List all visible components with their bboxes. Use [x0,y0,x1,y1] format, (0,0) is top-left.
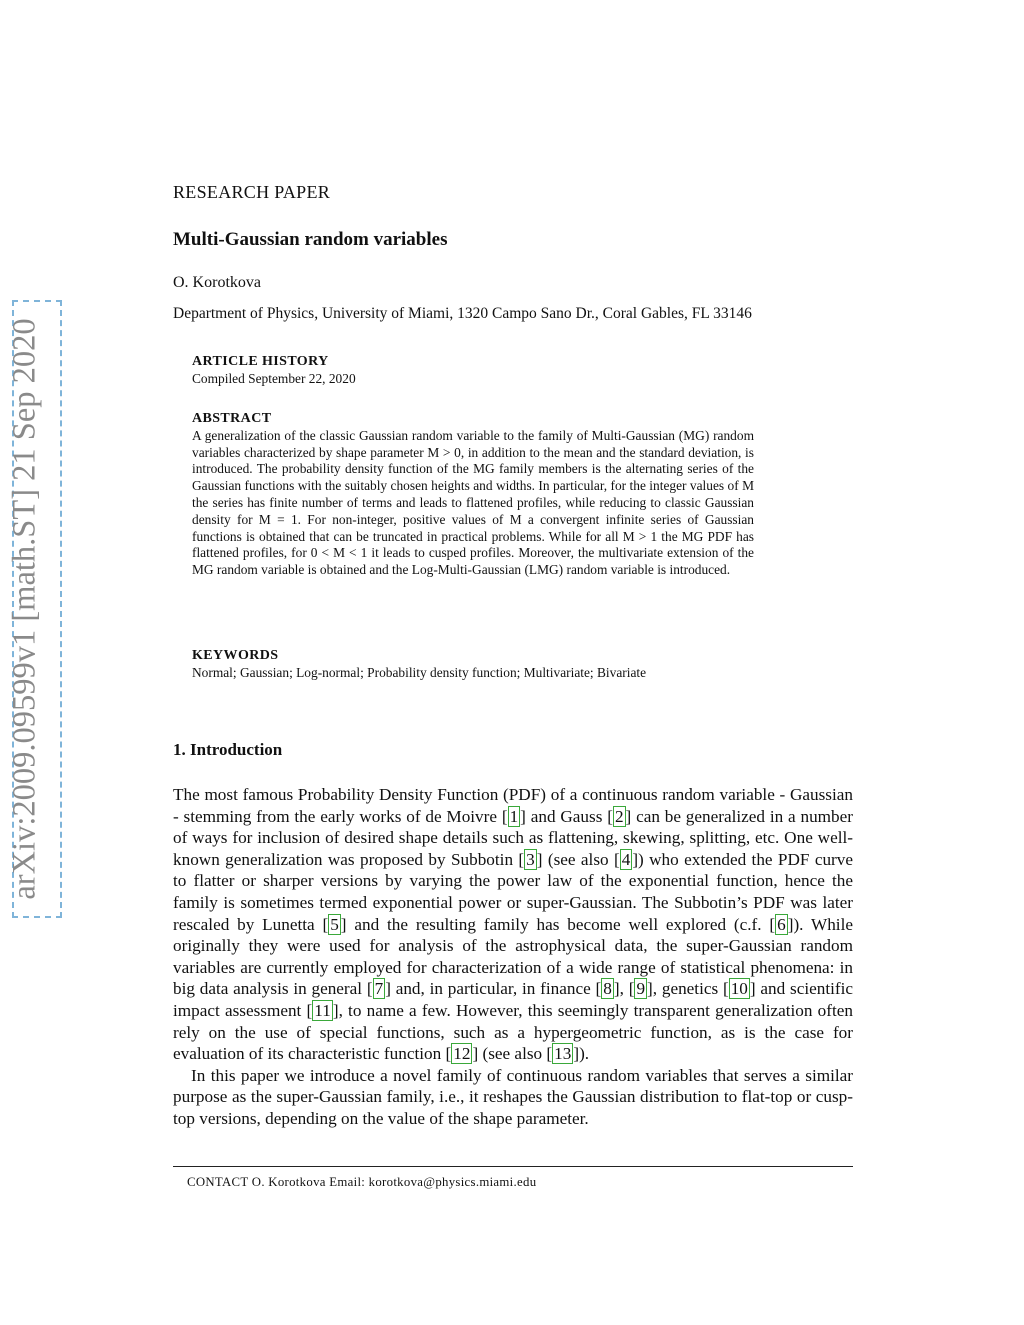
text-segment: , genetics [652,979,723,999]
text-segment: and Gauss [525,806,608,826]
keywords-text: Normal; Gaussian; Log-normal; Probability density function; Multivariate; Bivariate [192,664,647,680]
paper-title: Multi-Gaussian random variables [173,229,448,250]
article-history-heading: ARTICLE HISTORY [192,354,329,369]
text-segment: , [619,979,629,999]
arxiv-stamp: arXiv:2009.09599v1 [math.ST] 21 Sep 2020 [6,318,43,900]
contact-footnote: CONTACT O. Korotkova Email: korotkova@physics.miami.edu [187,1175,537,1189]
citation-link-8[interactable]: 8 [603,979,612,999]
text-segment: ). [579,1044,590,1064]
citation-link-4[interactable]: 4 [621,849,631,869]
keywords [192,648,754,682]
citation-link-9[interactable]: 9 [636,979,646,999]
citation-link-11[interactable]: 11 [314,1000,331,1020]
text-segment: The most famous Probability Density Function (PDF) of a continuous random variable - Gaussian - stemming from the early works of de Moivre [173,785,853,826]
citation-link-7[interactable]: 7 [374,979,384,999]
citation-link-10[interactable]: 10 [730,979,748,999]
text-segment: ). While originally they were used for analysis of the astrophysical data, the super-Gaussian random variables are currently employed for characterization of a wide range of statistical phenomena: in big data analysis in general [173,914,853,999]
section-title: Introduction [190,740,283,759]
text-segment: can be generalized in a number of ways for inclusion of desired shape details such as flattening, skewing, splitting, etc. One well-known generalization was proposed by Subbotin [173,806,853,869]
paragraph-2: In this paper we introduce a novel family of continuous random variables that serves a similar purpose as the super-Gaussian family, i.e., it reshapes the Gaussian distribution to flat-top or cusp-top versions, depending on the value of the shape parameter. [173,1065,853,1128]
text-segment: , to name a few. However, this seemingly transparent generalization often rely on the use of special functions, such as a hypergeometric function, as is the case for evaluation of its characteristic function [173,1000,853,1064]
compiled-date: Compiled September 22, 2020 [192,370,356,386]
section-heading [173,740,282,760]
article-history [192,354,754,388]
citation-link-12[interactable]: 12 [453,1044,471,1064]
citation-link-1[interactable]: 1 [509,806,519,826]
footnote-rule [173,1166,853,1167]
keywords-heading: KEYWORDS [192,648,279,663]
paragraph-1: The most famous Probability Density Function (PDF) of a continuous random variable - Gaussian - stemming from the early works of de Moivre [ 1 ] and Gauss [ 2 ] can be generalized in a number of ways for inclusion of desired shape details such as flattening, skewing, splitting, etc. One well-known generalization was proposed by Subbotin [ 3 ] (see also [ 4 ]) who extended the PDF curve to flatter or sharper versions by varying the power law of the exponential function, hence the family is sometimes termed exponential power or super-Gaussian. The Subbotin’s PDF was later rescaled by Lunetta [ 5 ] and the resulting family has become well explored (c.f. [ 6 ]). While originally they were used for analysis of the astrophysical data, the super-Gaussian random variables are currently employed for characterization of a wide range of statistical phenomena: in big data analysis in general [ 7 ] and, in particular, in finance [ 8 ], [ 9 ], genetics [ 10 ] and scientific impact assessment [ 11 ], to name a few. However, this seemingly transparent generalization often rely on the use of special functions, such as a hypergeometric function, as is the case for evaluation of its characteristic function [ 12 ] (see also [ 13 ]). [173,785,854,1064]
paper-type: RESEARCH PAPER [173,182,331,202]
abstract-heading: ABSTRACT [192,411,272,426]
abstract-text: A generalization of the classic Gaussian random variable to the family of Multi-Gaussian (MG) random variables characterized by shape parameter M > 0, in addition to the mean and the standard deviation, is introduced. The probability density function of the MG family members is the alternating series of the Gaussian functions with the suitably chosen heights and widths. In particular, for the integer values of M the series has finite number of terms and leads to flattened profiles, while reducing to classic Gaussian density for M = 1. For non-integer, positive values of M a convergent infinite series of Gaussian functions is obtained that can be truncated in practical problems. While for all M > 1 the MG PDF has flattened profiles, for 0 < M < 1 it leads to cusped profiles. Moreover, the multivariate extension of the MG random variable is obtained and the Log-Multi-Gaussian (LMG) random variable is introduced. [192,427,754,578]
text-segment: and scientific impact assessment [173,979,854,1020]
affiliation: Department of Physics, University of Miami, 1320 Campo Sano Dr., Coral Gables, FL 33146 [173,305,752,322]
introduction-body [173,784,853,1130]
citation-link-13[interactable]: 13 [554,1044,572,1064]
text-segment: (see also [542,849,614,869]
section-number: 1. [173,740,186,759]
abstract [192,411,754,579]
citation-link-5[interactable]: 5 [330,914,339,934]
citation-link-3[interactable]: 3 [526,849,535,869]
author: O. Korotkova [173,274,261,291]
text-segment: and, in particular, in finance [390,979,596,999]
text-segment: and the resulting family has become well explored (c.f. [346,914,770,934]
text-segment: ) who extended the PDF curve to flatter or sharper versions by varying the power law of the exponential function, hence the family is sometimes termed exponential power or super-Gaussian. The Subbotin’s PDF was later rescaled by Lunetta [173,849,853,934]
text-segment: (see also [478,1044,547,1064]
citation-link-2[interactable]: 2 [614,806,624,826]
citation-link-6[interactable]: 6 [777,914,786,934]
